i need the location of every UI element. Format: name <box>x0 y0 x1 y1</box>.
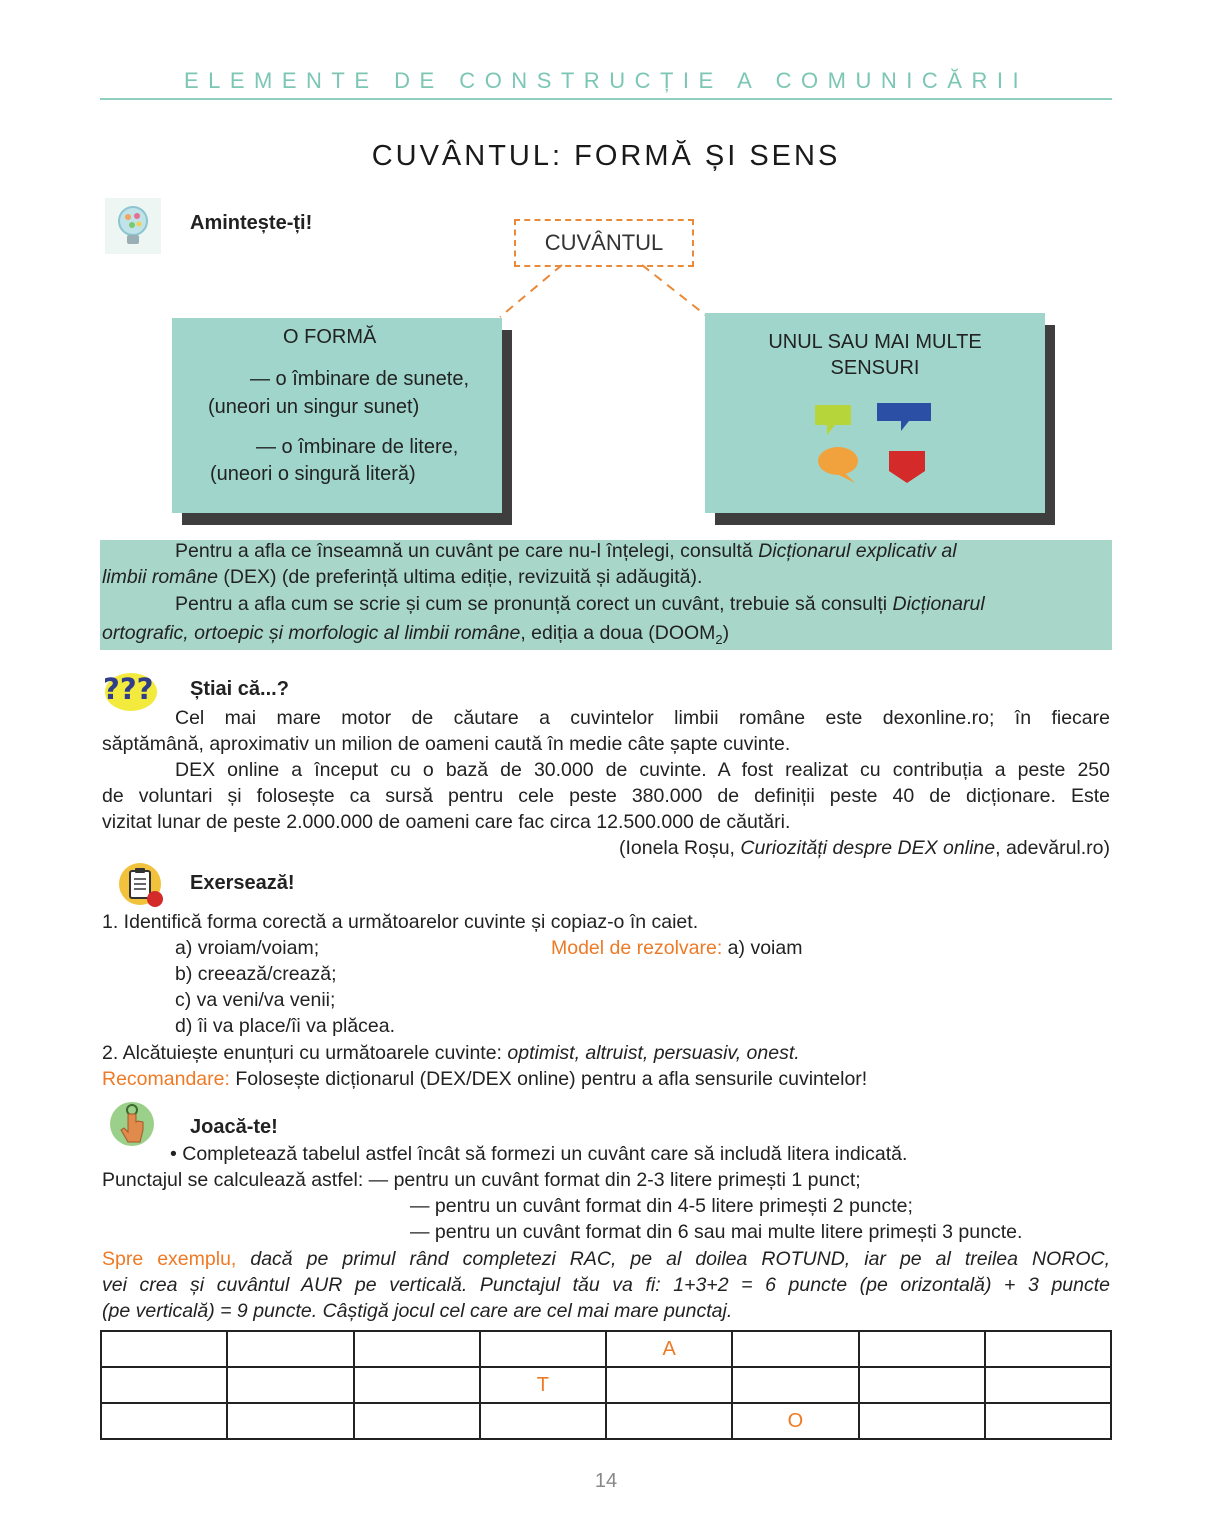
connector-lines <box>490 262 720 322</box>
grid-cell[interactable] <box>227 1403 353 1439</box>
dyk-source: (Ionela Roșu, Curiozități despre DEX online, adevărul.ro) <box>618 837 1110 859</box>
recommendation: Recomandare: Folosește dicționarul (DEX/DEX online) pentru a afla sensurile cuvintelor! <box>102 1068 868 1090</box>
scoring-line-1: Punctajul se calculează astfel: — pentru un cuvânt format din 2-3 litere primești 1 punct; <box>102 1169 861 1191</box>
form-box <box>172 318 502 513</box>
grid-cell[interactable] <box>227 1367 353 1403</box>
game-instruction: • Completează tabelul astfel încât să formezi un cuvânt care să includă litera indicată. <box>170 1143 908 1165</box>
grid-cell[interactable] <box>480 1331 606 1367</box>
grid-cell[interactable] <box>859 1331 985 1367</box>
grid-cell[interactable]: O <box>732 1403 858 1439</box>
dyk-line-2: săptămână, aproximativ un milion de oameni caută în medie câte șapte cuvinte. <box>102 733 791 755</box>
scoring-line-2: — pentru un cuvânt format din 4-5 litere primești 2 puncte; <box>410 1195 913 1217</box>
grid-cell[interactable] <box>354 1367 480 1403</box>
word-concept-box: CUVÂNTUL <box>514 219 694 267</box>
info-p2-line2: ortografic, ortoepic și morfologic al limbii române, ediția a doua $(DOOM_2)$ <box>102 622 730 647</box>
model-solution: Model de rezolvare: a) voiam <box>551 937 803 959</box>
hand-touch-icon <box>108 1100 156 1150</box>
exercise-item-b: b) creează/crează; <box>175 963 337 985</box>
exercise-label: Exersează! <box>190 872 295 894</box>
form-line-3: — o îmbinare de litere, <box>256 436 459 458</box>
info-p2-line1: Pentru a afla cum se scrie și cum se pronunță corect un cuvânt, trebuie să consulți Dicționarul <box>175 593 985 615</box>
sense-line-2: SENSURI <box>830 357 920 379</box>
grid-cell[interactable] <box>101 1403 227 1439</box>
exercise-item-d: d) îi va place/îi va plăcea. <box>175 1015 396 1037</box>
game-label: Joacă-te! <box>190 1116 278 1138</box>
grid-cell[interactable] <box>606 1403 732 1439</box>
sense-box <box>705 313 1045 513</box>
dyk-line-1: Cel mai mare motor de căutare a cuvintelor limbii române este dexonline.ro; în fiecare <box>175 707 1110 729</box>
word-game-grid <box>100 1330 1112 1440</box>
grid-cell[interactable] <box>606 1367 732 1403</box>
grid-cell[interactable] <box>732 1367 858 1403</box>
form-box-title: O FORMĂ <box>283 326 377 348</box>
example-line-3: (pe verticală) = 9 puncte. Câștigă jocul cel care are cel mai mare punctaj. <box>102 1300 733 1322</box>
dyk-line-3: DEX online a început cu o bază de 30.000 de cuvinte. A fost realizat cu contribuția a peste 250 <box>175 759 1110 781</box>
exercise-item-a: a) vroiam/voiam; <box>175 937 320 959</box>
svg-text:???: ??? <box>103 672 154 706</box>
info-p1-line1: Pentru a afla ce înseamnă un cuvânt pe care nu-l înțelegi, consultă Dicționarul explicativ al <box>175 540 957 562</box>
grid-cell[interactable] <box>354 1331 480 1367</box>
page-title: CUVÂNTUL: FORMĂ ȘI SENS <box>371 140 841 172</box>
grid-cell[interactable] <box>732 1331 858 1367</box>
grid-cell[interactable] <box>101 1367 227 1403</box>
grid-row <box>101 1331 1111 1367</box>
grid-cell[interactable] <box>101 1331 227 1367</box>
dyk-line-4: de voluntari și folosește ca sursă pentru cele peste 380.000 de definiții peste 40 de dicționare. Este <box>102 785 1110 807</box>
grid-cell[interactable] <box>985 1403 1111 1439</box>
example-line-1: Spre exemplu, dacă pe primul rând completezi RAC, pe al doilea ROTUND, iar pe al treilea NOROC, <box>102 1248 1110 1270</box>
exercise-item-c: c) va veni/va venii; <box>175 989 336 1011</box>
remember-label: Amintește-ți! <box>190 212 313 234</box>
grid-cell[interactable]: T <box>480 1367 606 1403</box>
example-line-2: vei crea și cuvântul AUR pe verticală. Punctajul tău va fi: 1+3+2 = 6 puncte (pe orizontală) + 3 puncte <box>102 1274 1110 1296</box>
grid-cell[interactable] <box>859 1367 985 1403</box>
page-number: 14 <box>594 1470 618 1492</box>
grid-cell[interactable] <box>985 1367 1111 1403</box>
header-divider <box>100 98 1112 100</box>
lightbulb-icon <box>100 198 166 254</box>
form-line-1: — o îmbinare de sunete, <box>250 368 470 390</box>
grid-row <box>101 1403 1111 1439</box>
form-line-2: (uneori un singur sunet) <box>208 396 420 418</box>
grid-cell[interactable] <box>859 1403 985 1439</box>
grid-row <box>101 1367 1111 1403</box>
scoring-line-3: — pentru un cuvânt format din 6 sau mai multe litere primești 3 puncte. <box>410 1221 1023 1243</box>
grid-cell[interactable] <box>480 1403 606 1439</box>
sense-line-1: UNUL SAU MAI MULTE <box>768 331 982 353</box>
dyk-line-5: vizitat lunar de peste 2.000.000 de oameni care fac circa 12.500.000 de căutări. <box>102 811 791 833</box>
form-line-4: (uneori o singură literă) <box>210 463 416 485</box>
did-you-know-label: Știai că...? <box>190 678 289 700</box>
question-marks-icon <box>101 668 161 712</box>
grid-cell[interactable]: A <box>606 1331 732 1367</box>
speech-bubbles-icon <box>805 399 945 493</box>
section-header: ELEMENTE DE CONSTRUCȚIE A COMUNICĂRII <box>183 68 1029 93</box>
grid-cell[interactable] <box>985 1331 1111 1367</box>
info-p1-line2: limbii române (DEX) (de preferință ultima ediție, revizuită și adăugită). <box>102 566 703 588</box>
grid-cell[interactable] <box>227 1331 353 1367</box>
grid-cell[interactable] <box>354 1403 480 1439</box>
exercise-q1: 1. Identifică forma corectă a următoarelor cuvinte și copiaz-o în caiet. <box>102 911 699 933</box>
clipboard-icon <box>118 862 166 908</box>
exercise-q2: 2. Alcătuiește enunțuri cu următoarele cuvinte: optimist, altruist, persuasiv, onest. <box>102 1042 800 1064</box>
